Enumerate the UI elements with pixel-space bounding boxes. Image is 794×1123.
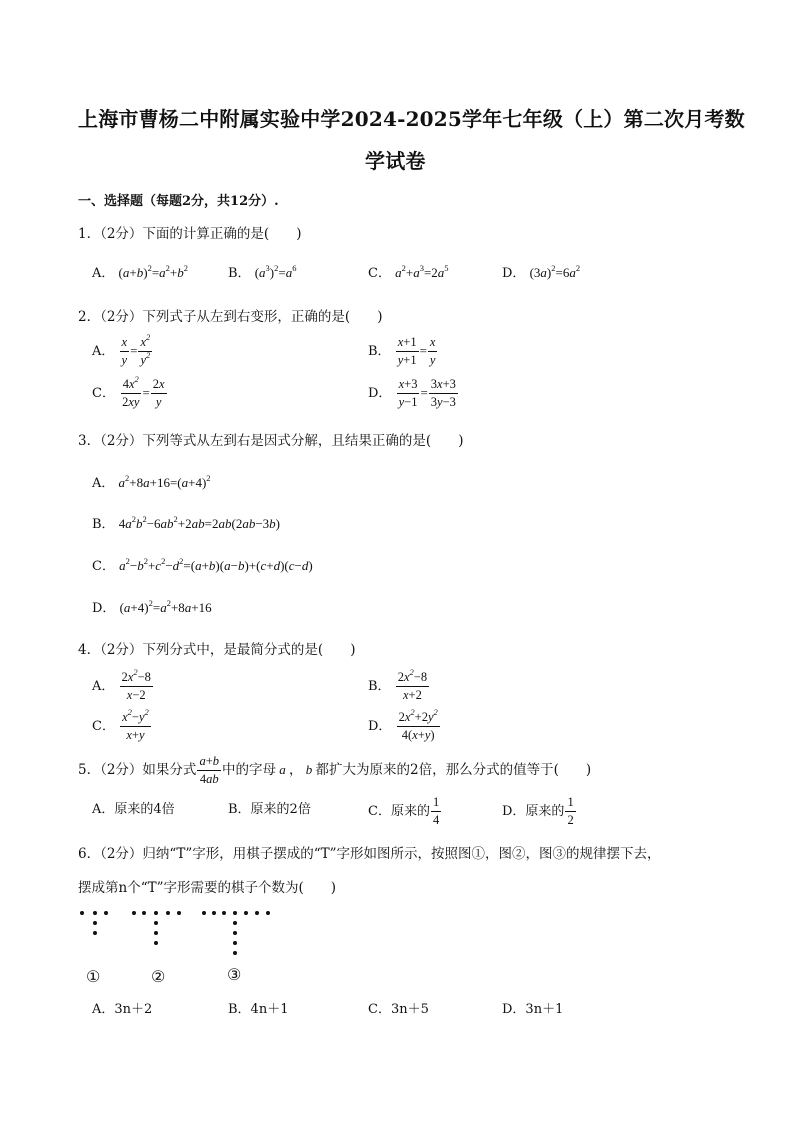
question-4-stem: 4．（2分）下列分式中，是最简分式的是( ) <box>78 642 356 658</box>
piece-dot <box>104 911 108 915</box>
q4-option-d[interactable]: D． $\frac{2x^2+2y^2}{4(x+y)}$ <box>368 707 438 742</box>
q2-option-b[interactable]: B． $\frac{x+1}{y+1}$ = $\frac{x}{y}$ <box>368 335 436 367</box>
q4-option-b[interactable]: B． $\frac{2x^2-8}{x+2}$ <box>368 667 428 702</box>
title-line-1: 上海市曹杨二中附属实验中学2024-2025学年七年级（上）第二次月考数 <box>78 107 745 131</box>
piece-dot <box>212 911 216 915</box>
piece-dot <box>154 921 158 925</box>
piece-dot <box>80 911 84 915</box>
question-6-stem-line-1: 6．（2分）归纳“T”字形，用棋子摆成的“T”字形如图所示，按照图①，图②，图③的规律摆下去， <box>78 846 661 862</box>
piece-dot <box>233 941 237 945</box>
figure-label-2: ② <box>151 967 166 986</box>
q5-option-d[interactable]: D．原来的 $\frac{1}{2}$ <box>502 795 574 827</box>
piece-dot <box>154 941 158 945</box>
piece-dot <box>177 911 181 915</box>
q5-option-a[interactable]: A．原来的4倍 <box>92 802 175 817</box>
q2-option-c[interactable]: C． $\frac{4x^2}{2xy}$ = $\frac{2x}{y}$ <box>92 374 165 409</box>
piece-dot <box>233 921 237 925</box>
question-2-stem: 2．（2分）下列式子从左到右变形，正确的是( ) <box>78 309 383 325</box>
q4-option-a[interactable]: A． $\frac{2x^2-8}{x-2}$ <box>92 667 151 702</box>
piece-dot <box>142 911 146 915</box>
piece-dot <box>93 921 97 925</box>
piece-dot <box>244 911 248 915</box>
question-6-stem-line-2: 摆成第n个“T”字形需要的棋子个数为( ) <box>78 880 337 896</box>
piece-dot <box>154 911 158 915</box>
q3-option-d[interactable]: D． $(a+4)^2=a^2+8a+16$ <box>92 598 212 616</box>
question-3-stem: 3．（2分）下列等式从左到右是因式分解，且结果正确的是( ) <box>78 433 464 449</box>
piece-dot <box>132 911 136 915</box>
q3-option-a[interactable]: A． $a^2+8a+16=(a+4)^2$ <box>92 473 211 491</box>
q4-option-c[interactable]: C． $\frac{x^2-y^2}{x+y}$ <box>92 707 149 742</box>
q3-option-b[interactable]: B． $4a^2b^2-6ab^2+2ab=2ab(2ab-3b)$ <box>92 514 281 532</box>
piece-dot <box>266 911 270 915</box>
question-5-stem: 5．（2分）如果分式 $\frac{a+b}{4ab}$ 中的字母 a ， b 都扩大为原来的2倍，那么分式的值等于( ) <box>78 754 592 786</box>
figure-label-3: ③ <box>227 965 242 984</box>
q6-option-a[interactable]: A．3n＋2 <box>92 1002 153 1017</box>
q2-option-d[interactable]: D． $\frac{x+3}{y-1}$ = $\frac{3x+3}{3y-3}$ <box>368 377 456 409</box>
question-1-stem: 1．（2分）下面的计算正确的是( ) <box>78 226 302 242</box>
section-heading: 一、选择题（每题2分，共12分）. <box>78 194 279 209</box>
piece-dot <box>154 931 158 935</box>
q5-option-b[interactable]: B．原来的2倍 <box>228 802 311 817</box>
figure-label-1: ① <box>86 967 101 986</box>
piece-dot <box>233 951 237 955</box>
piece-dot <box>93 931 97 935</box>
q1-option-d[interactable]: D． $(3a)^2=6a^2$ <box>502 263 581 281</box>
piece-dot <box>202 911 206 915</box>
title-line-2: 学试卷 <box>365 149 426 173</box>
q6-option-d[interactable]: D．3n＋1 <box>502 1002 564 1017</box>
q6-option-c[interactable]: C．3n＋5 <box>368 1002 429 1017</box>
piece-dot <box>166 911 170 915</box>
q6-option-b[interactable]: B．4n＋1 <box>228 1002 289 1017</box>
q5-option-c[interactable]: C．原来的 $\frac{1}{4}$ <box>368 795 440 827</box>
piece-dot <box>222 911 226 915</box>
q1-option-c[interactable]: C． $a^2+a^3=2a^5$ <box>368 263 449 281</box>
q2-option-a[interactable]: A． $\frac{x}{y}$ = $\frac{x^2}{y^2}$ <box>92 332 151 367</box>
piece-dot <box>93 911 97 915</box>
q1-option-b[interactable]: B． $(a^3)^2=a^6$ <box>228 263 297 281</box>
q1-option-a[interactable]: A． $(a+b)^2=a^2+b^2$ <box>92 263 188 281</box>
q3-option-c[interactable]: C． $a^2-b^2+c^2-d^2=(a+b)(a-b)+(c+d)(c-d)$ <box>92 556 313 574</box>
piece-dot <box>233 931 237 935</box>
piece-dot <box>255 911 259 915</box>
piece-dot <box>233 911 237 915</box>
